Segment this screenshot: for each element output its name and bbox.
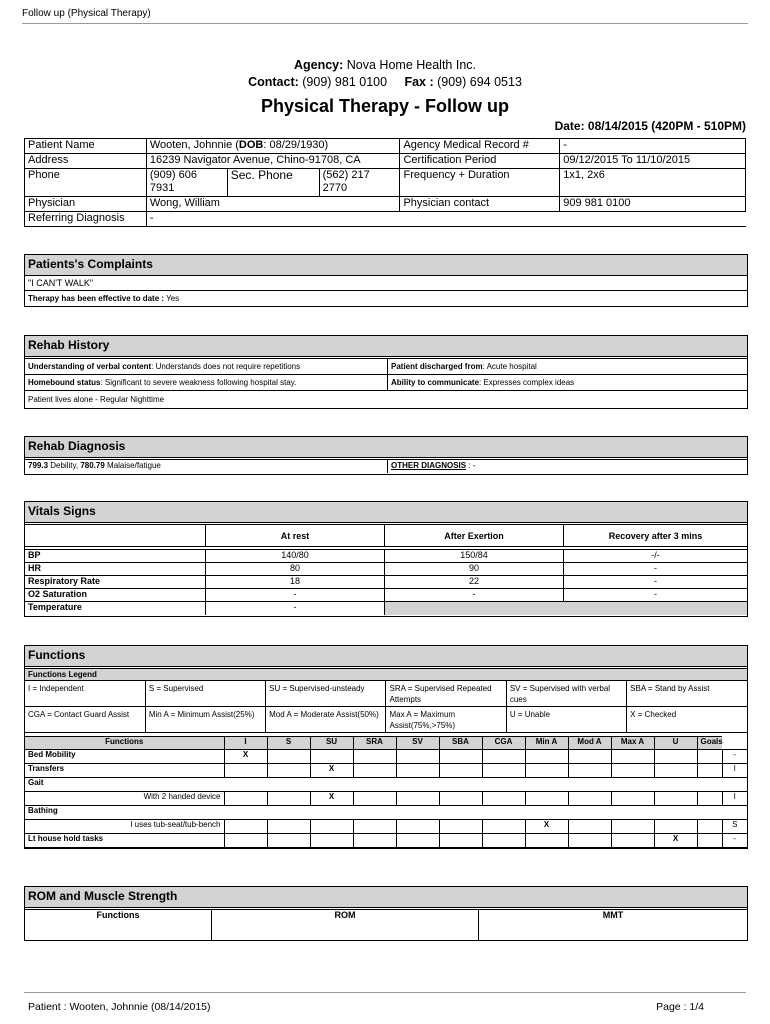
functions-section — [24, 645, 748, 849]
address: 16239 Navigator Avenue, Chino-91708, CA — [146, 154, 400, 169]
function-cell — [353, 834, 396, 848]
rom-col-rom: ROM — [212, 910, 479, 941]
complaints-title: Patients's Complaints — [25, 255, 747, 276]
function-cell — [224, 792, 267, 806]
function-cell — [482, 750, 525, 764]
function-cell — [525, 834, 568, 848]
discharged-from: Patient discharged from: Acute hospital — [388, 359, 748, 375]
function-cell — [267, 820, 310, 834]
function-cell: X — [310, 792, 353, 806]
function-cell — [310, 834, 353, 848]
functions-col-header: S — [267, 737, 310, 750]
function-cell — [267, 834, 310, 848]
vital-value: 22 — [385, 576, 564, 589]
function-label: Transfers — [25, 764, 224, 778]
function-cell — [568, 764, 611, 778]
function-cell — [611, 834, 654, 848]
legend-item: Mod A = Moderate Assist(50%) — [266, 707, 386, 733]
col-recovery: Recovery after 3 mins — [564, 525, 748, 547]
frequency-label: Frequency + Duration — [400, 169, 560, 197]
function-cell — [396, 834, 439, 848]
sec-phone-label: Sec. Phone — [227, 169, 319, 197]
function-cell — [267, 792, 310, 806]
vital-value: 90 — [385, 563, 564, 576]
rehab-history-section — [24, 335, 748, 409]
agency-line — [0, 58, 770, 72]
function-cell — [525, 792, 568, 806]
vital-label: Respiratory Rate — [25, 576, 206, 589]
legend-item: Min A = Minimum Assist(25%) — [145, 707, 265, 733]
function-cell — [353, 792, 396, 806]
function-cell — [568, 792, 611, 806]
rehab-diagnosis-title: Rehab Diagnosis — [25, 437, 747, 458]
vitals-table — [25, 524, 747, 615]
function-label: I uses tub-seat/tub-bench — [25, 820, 224, 834]
function-cell — [439, 834, 482, 848]
functions-col-header: SU — [310, 737, 353, 750]
rehab-history-title: Rehab History — [25, 336, 747, 357]
function-cell: X — [224, 750, 267, 764]
legend-item: U = Unable — [506, 707, 626, 733]
phone-label: Phone — [25, 169, 147, 197]
function-cell — [697, 750, 722, 764]
physician-label: Physician — [25, 197, 147, 212]
function-goal: S — [722, 820, 747, 834]
function-cell — [482, 792, 525, 806]
legend-item: CGA = Contact Guard Assist — [25, 707, 145, 733]
function-row — [25, 806, 747, 820]
functions-title: Functions — [25, 646, 747, 667]
function-label: Gait — [25, 778, 722, 792]
function-row — [25, 778, 747, 792]
functions-col-header: Goals — [697, 737, 722, 750]
vital-value: 18 — [206, 576, 385, 589]
function-cell — [224, 764, 267, 778]
function-cell — [482, 764, 525, 778]
vital-value: - — [564, 563, 748, 576]
function-cell — [697, 764, 722, 778]
function-cell — [568, 820, 611, 834]
legend-title: Functions Legend — [25, 669, 747, 681]
referring-diagnosis: - — [146, 212, 745, 227]
vital-label: BP — [25, 550, 206, 563]
function-cell — [697, 820, 722, 834]
col-after-exertion: After Exertion — [385, 525, 564, 547]
function-cell — [611, 750, 654, 764]
legend-item: S = Supervised — [145, 681, 265, 707]
function-cell — [396, 792, 439, 806]
function-cell: X — [654, 834, 697, 848]
function-cell — [310, 820, 353, 834]
function-cell: X — [525, 820, 568, 834]
contact-phone: (909) 981 0100 — [302, 75, 388, 89]
phone: (909) 606 7931 — [146, 169, 227, 197]
function-cell — [525, 750, 568, 764]
therapy-effective: Therapy has been effective to date : Yes — [28, 294, 180, 303]
function-cell — [353, 750, 396, 764]
function-goal: I — [722, 792, 747, 806]
fax-number: (909) 694 0513 — [437, 75, 522, 89]
page-title: Physical Therapy - Follow up — [260, 96, 510, 116]
function-row — [25, 764, 747, 778]
legend-item: SV = Supervised with verbal cues — [506, 681, 626, 707]
functions-col-header: Functions — [25, 737, 224, 750]
legend-item: X = Checked — [627, 707, 747, 733]
functions-col-header: SRA — [353, 737, 396, 750]
agency-label: Agency: — [293, 58, 344, 72]
header-divider — [22, 23, 748, 24]
rom-table — [25, 909, 747, 941]
vital-value-blank — [385, 602, 748, 615]
vitals-section — [24, 501, 748, 617]
function-row — [25, 750, 747, 764]
vital-value: - — [206, 589, 385, 602]
certification-period: 09/12/2015 To 11/10/2015 — [560, 154, 746, 169]
function-cell — [353, 820, 396, 834]
medical-record: - — [560, 139, 746, 154]
rom-col-functions: Functions — [25, 910, 212, 941]
function-label: Lt house hold tasks — [25, 834, 224, 848]
document-label: Follow up (Physical Therapy) — [22, 8, 151, 19]
function-cell — [396, 820, 439, 834]
function-label: Bathing — [25, 806, 722, 820]
vital-label: HR — [25, 563, 206, 576]
function-cell — [654, 792, 697, 806]
col-at-rest: At rest — [206, 525, 385, 547]
functions-col-header: I — [224, 737, 267, 750]
function-cell — [439, 750, 482, 764]
function-row — [25, 834, 747, 848]
function-cell — [482, 834, 525, 848]
physician-contact: 909 981 0100 — [560, 197, 746, 212]
living-situation: Patient lives alone - Regular Nighttime — [25, 391, 747, 407]
functions-col-header: SBA — [439, 737, 482, 750]
certification-label: Certification Period — [400, 154, 560, 169]
function-row — [25, 792, 747, 806]
function-cell — [697, 834, 722, 848]
function-goal: - — [722, 750, 747, 764]
complaints-section — [24, 254, 748, 307]
rehab-diagnosis-section — [24, 436, 748, 475]
functions-legend — [25, 668, 747, 733]
vital-value: 140/80 — [206, 550, 385, 563]
vital-label: Temperature — [25, 602, 206, 615]
function-label: With 2 handed device — [25, 792, 224, 806]
functions-col-header: SV — [396, 737, 439, 750]
functions-col-header: Mod A — [568, 737, 611, 750]
function-goal: I — [722, 764, 747, 778]
functions-col-header: Max A — [611, 737, 654, 750]
function-cell — [482, 820, 525, 834]
function-cell — [611, 820, 654, 834]
function-cell — [224, 834, 267, 848]
address-label: Address — [25, 154, 147, 169]
rehab-history-table — [25, 358, 747, 407]
rehab-diagnosis-table — [25, 459, 747, 473]
function-cell — [654, 764, 697, 778]
function-cell — [568, 834, 611, 848]
legend-item: SBA = Stand by Assist — [627, 681, 747, 707]
other-diagnosis: OTHER DIAGNOSIS : - — [388, 460, 748, 473]
function-cell — [439, 764, 482, 778]
footer-divider — [24, 992, 746, 993]
legend-item: SU = Supervised-unsteady — [266, 681, 386, 707]
visit-date: Date: 08/14/2015 (420PM - 510PM) — [554, 119, 746, 133]
function-cell — [439, 792, 482, 806]
function-label: Bed Mobility — [25, 750, 224, 764]
functions-col-header: U — [654, 737, 697, 750]
function-cell — [267, 750, 310, 764]
rom-title: ROM and Muscle Strength — [25, 887, 747, 908]
function-cell: X — [310, 764, 353, 778]
complaint-text: "I CAN'T WALK" — [25, 276, 747, 291]
verbal-content: Understanding of verbal content: Understands does not require repetitions — [25, 359, 388, 375]
medical-record-label: Agency Medical Record # — [400, 139, 560, 154]
vital-value: - — [385, 589, 564, 602]
vital-value: -/- — [564, 550, 748, 563]
function-cell — [568, 750, 611, 764]
function-cell — [654, 750, 697, 764]
sec-phone: (562) 217 2770 — [319, 169, 400, 197]
legend-item: Max A = Maximum Assist(75%,>75%) — [386, 707, 506, 733]
function-cell — [439, 820, 482, 834]
homebound-status: Homebound status: Significant to severe weakness following hospital stay. — [25, 375, 388, 391]
legend-item: I = Independent — [25, 681, 145, 707]
rom-col-mmt: MMT — [479, 910, 748, 941]
vital-value: 80 — [206, 563, 385, 576]
function-cell — [611, 764, 654, 778]
patient-info-table — [24, 138, 746, 227]
functions-table — [25, 736, 747, 848]
function-goal: - — [722, 834, 747, 848]
vital-value: - — [564, 576, 748, 589]
vital-value: 150/84 — [385, 550, 564, 563]
functions-col-header: Min A — [525, 737, 568, 750]
patient-name: Wooten, Johnnie (DOB: 08/29/1930) — [146, 139, 400, 154]
page-number: Page : 1/4 — [656, 1001, 704, 1013]
contact-line — [0, 75, 770, 89]
contact-label: Contact: — [248, 75, 299, 89]
functions-col-header: CGA — [482, 737, 525, 750]
fax-label: Fax : — [404, 75, 434, 89]
physician-contact-label: Physician contact — [400, 197, 560, 212]
primary-diagnosis: 799.3 Debility, 780.79 Malaise/fatigue — [25, 460, 388, 473]
function-cell — [267, 764, 310, 778]
function-cell — [396, 764, 439, 778]
function-cell — [224, 820, 267, 834]
function-cell — [310, 750, 353, 764]
rom-section — [24, 886, 748, 941]
legend-item: SRA = Supervised Repeated Attempts — [386, 681, 506, 707]
ability-to-communicate: Ability to communicate: Expresses complex ideas — [388, 375, 748, 391]
physician: Wong, William — [146, 197, 400, 212]
referring-diagnosis-label: Referring Diagnosis — [25, 212, 147, 227]
vital-label: O2 Saturation — [25, 589, 206, 602]
function-cell — [654, 820, 697, 834]
agency-name: Nova Home Health Inc. — [346, 58, 477, 72]
frequency: 1x1, 2x6 — [560, 169, 746, 197]
patient-name-label: Patient Name — [25, 139, 147, 154]
function-cell — [353, 764, 396, 778]
function-cell — [525, 764, 568, 778]
function-cell — [396, 750, 439, 764]
vital-value: - — [564, 589, 748, 602]
footer-patient: Patient : Wooten, Johnnie (08/14/2015) — [28, 1001, 211, 1013]
vitals-title: Vitals Signs — [25, 502, 747, 523]
function-row — [25, 820, 747, 834]
function-cell — [697, 792, 722, 806]
vitals-corner — [25, 525, 206, 547]
function-cell — [611, 792, 654, 806]
vital-value: - — [206, 602, 385, 615]
